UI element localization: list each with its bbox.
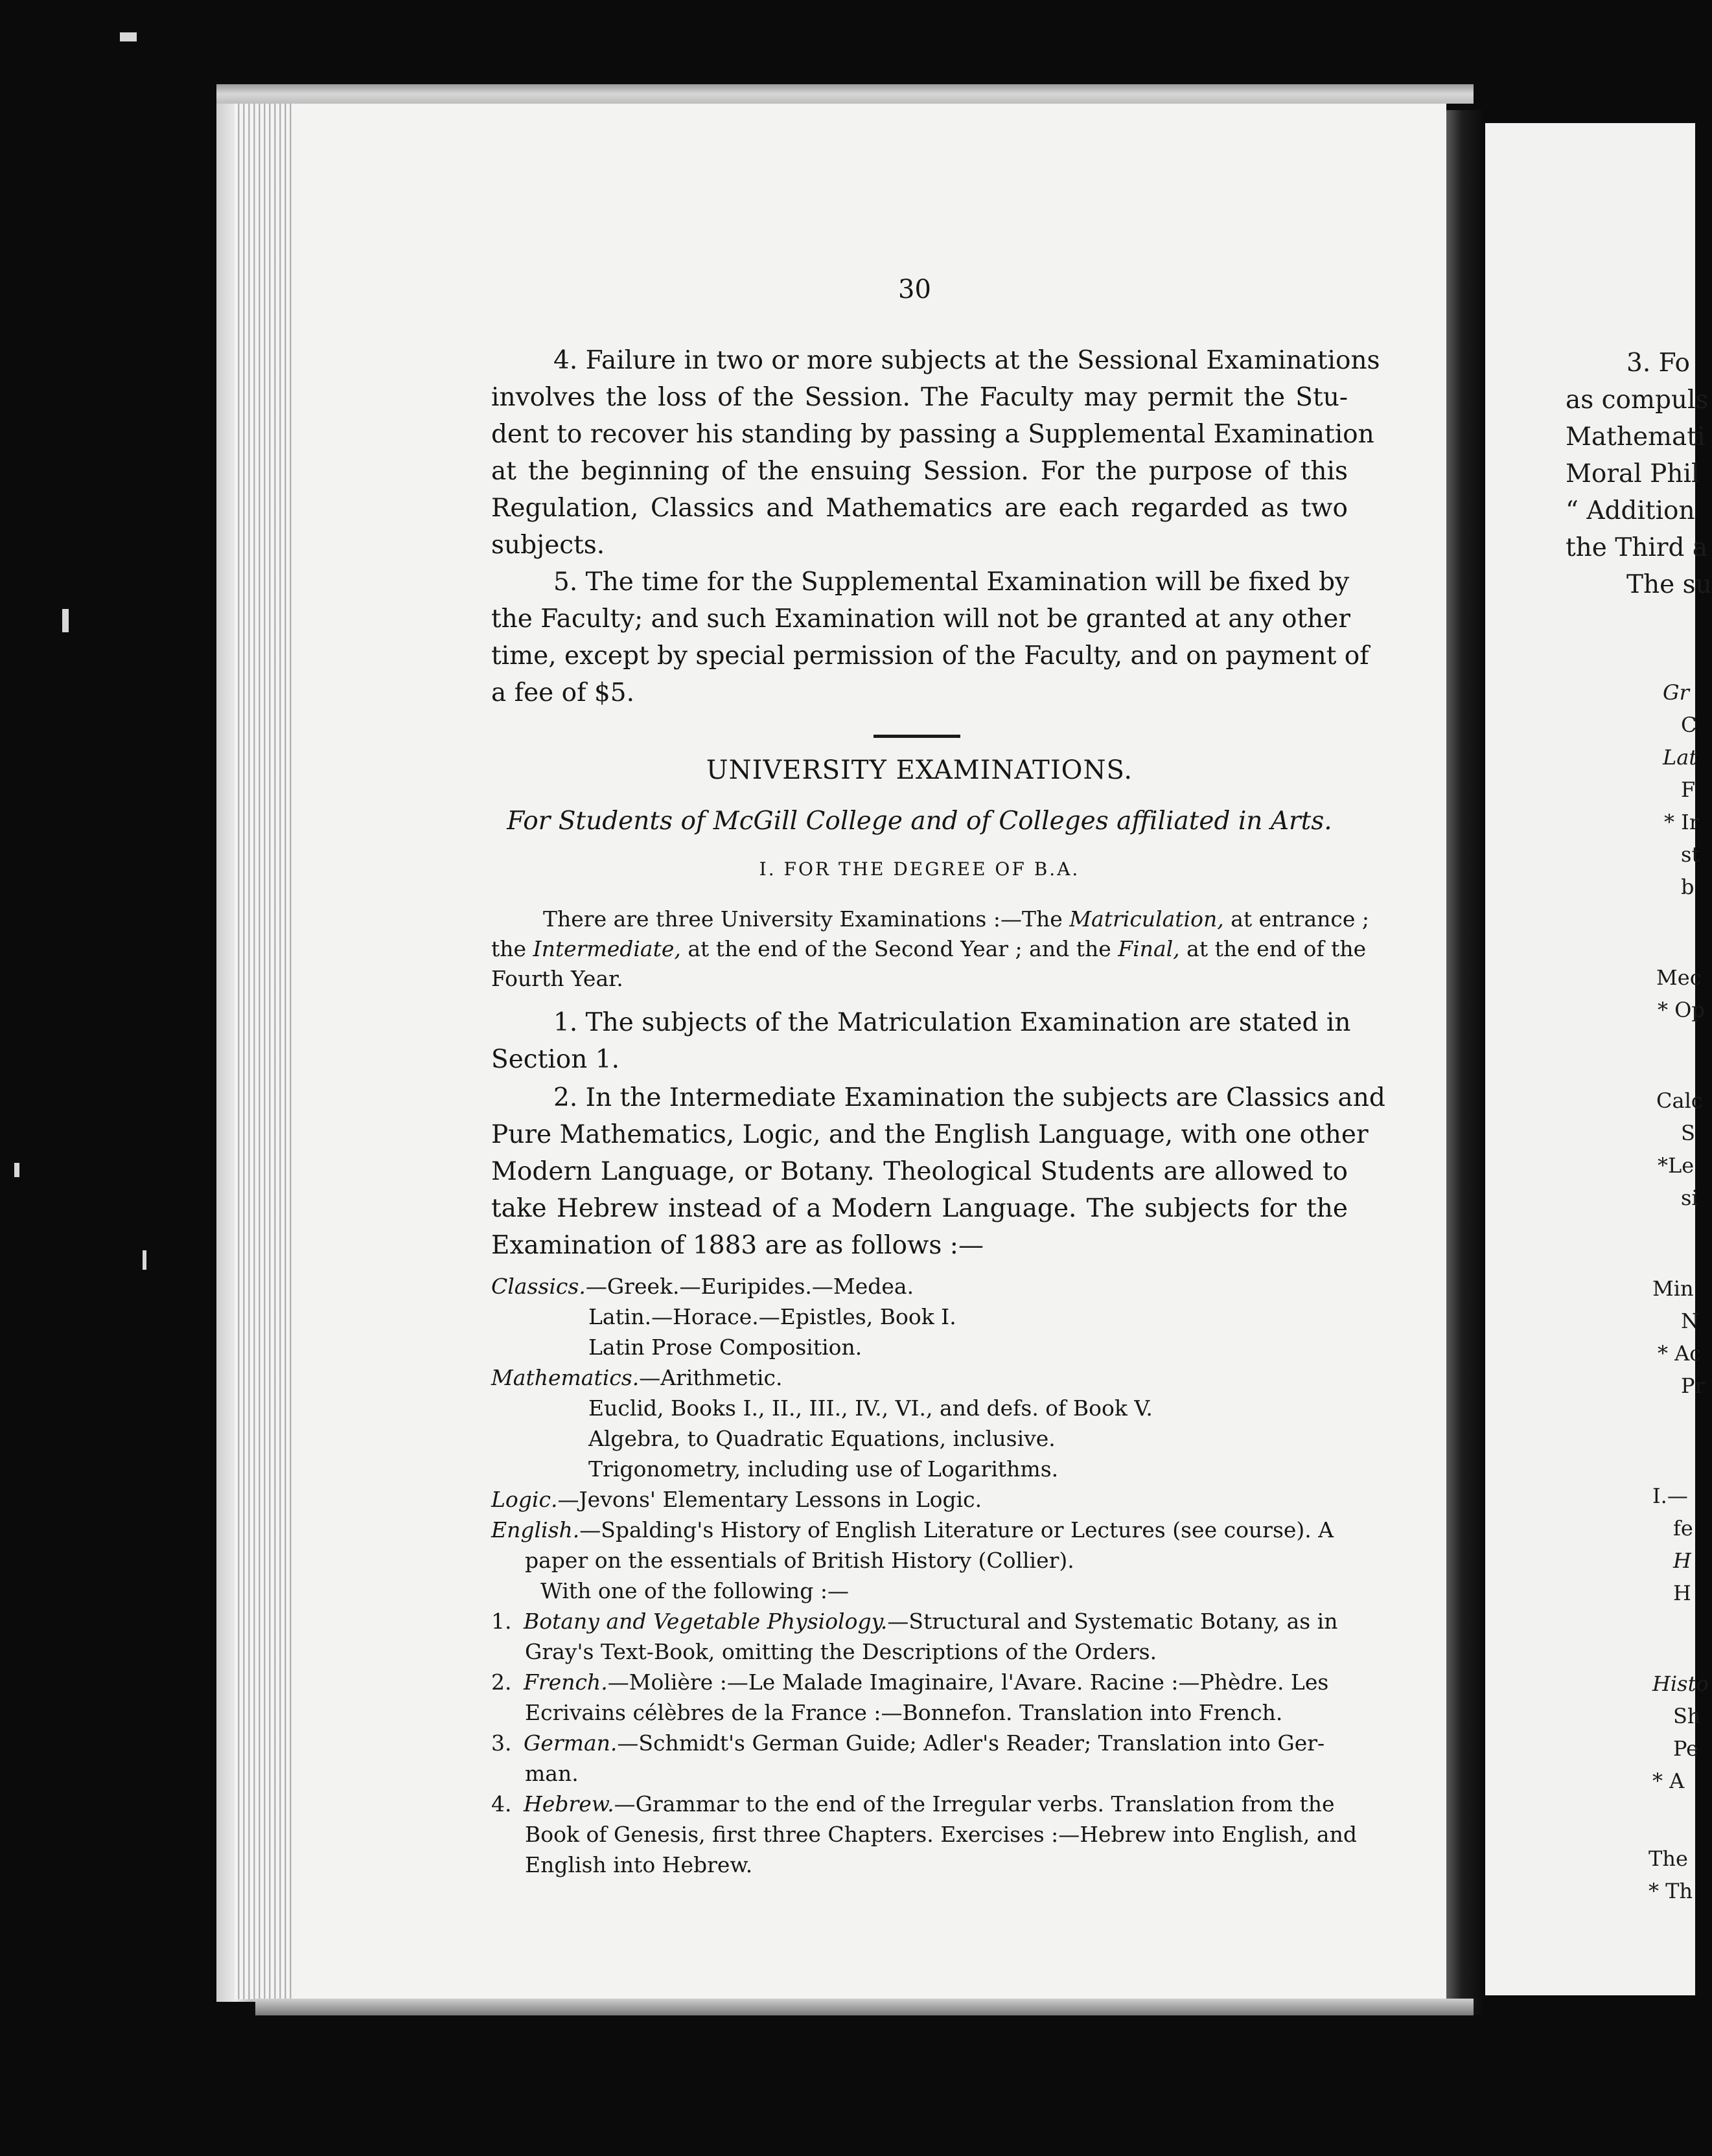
- item-2: 2. In the Intermediate Examination the subjects are Classics and Pure Mathematics, Logic, and the English Language, with one other Modern Language, or Botany. Theological Students are allowed to take Hebrew instead of a Modern Language. The subjects for the Examination of 1883 are as follows :—: [491, 1083, 1385, 1260]
- classics-row: Classics.—Greek.—Euripides.—Medea.: [491, 1274, 914, 1299]
- intro-paragraph: There are three University Examinations :—The Matriculation, at entrance ; the Intermediate, at the end of the Second Year ; and the Final, at the end of the Fourth Year.: [491, 906, 1369, 991]
- page-number: 30: [898, 275, 931, 304]
- section-divider: [873, 735, 960, 738]
- logic-row: Logic.—Jevons' Elementary Lessons in Logic.: [491, 1487, 982, 1512]
- option-german: 3. German.—Schmidt's German Guide; Adler's Reader; Translation into Ger-: [491, 1730, 1325, 1756]
- rule-paragraph-5: 5. The time for the Supplemental Examination will be fixed by the Faculty; and such Examination will not be granted at any other time, except by special permission of the Faculty, and on payment of a fee of $5.: [491, 568, 1369, 707]
- section-subheading: For Students of McGill College and of Colleges affiliated in Arts.: [507, 807, 1332, 836]
- page-edges: [235, 101, 297, 1999]
- item-1: 1. The subjects of the Matriculation Examination are stated in Section 1.: [491, 1008, 1351, 1074]
- book-bottom-edge: [255, 1999, 1474, 2015]
- section-heading: UNIVERSITY EXAMINATIONS.: [706, 755, 1133, 785]
- degree-heading: I. FOR THE DEGREE OF B.A.: [759, 858, 1080, 880]
- english-row: English.—Spalding's History of English Literature or Lectures (see course). A: [491, 1517, 1334, 1542]
- subjects-list: Classics.—Greek.—Euripides.—Medea. Latin.—Horace.—Epistles, Book I. Latin Prose Composition. Mathematics.—Arithmetic. Euclid, Books I., II., III., IV., VI., and defs. of Book V. Algebra, to Quadratic Equations, inclusive. Trigonometry, including use of Logarithms. Logic.—Jevons' Elementary Lessons in Logic. English.—Spalding's History of English Literature or Lectures (see course). A paper on the essentials of British History (Collier). With one of the following :— 1. Botany and Vegetable Physiology.—Structural and Systematic Botany, as in Gray's Text-Book, omitting the Descriptions of the Orders. 2. French.—Molière :—Le Malade Imaginaire, l'Avare. Racine :—Phèdre. Les Ecrivains célèbres de la France :—Bonnefon. Translation into French. 3. German.—Schmidt's German Guide; Adler's Reader; Translation into Ger- man. 4. Hebrew.—Grammar to the end of the Irregular verbs. Translation from the Book of Genesis, first three Chapters. Exercises :—Hebrew into English, and English into Hebrew.: [491, 1271, 1348, 1880]
- mathematics-row: Mathematics.—Arithmetic.: [491, 1365, 783, 1390]
- book-gutter: [1446, 110, 1485, 2015]
- facing-page: 3. Fo as compuls Mathemati Moral Phil “ Addition the Third a The su Gr C Lat F * Ir st b Mec * Op Calc S *Le si Min N * Ac Pr I.— fe H H Histo Sh Pe * A The * Th: [1485, 123, 1695, 1995]
- option-hebrew: 4. Hebrew.—Grammar to the end of the Irregular verbs. Translation from the: [491, 1791, 1335, 1817]
- book-top-edge: [216, 84, 1474, 104]
- option-botany: 1. Botany and Vegetable Physiology.—Structural and Systematic Botany, as in: [491, 1609, 1338, 1634]
- option-french: 2. French.—Molière :—Le Malade Imaginaire, l'Avare. Racine :—Phèdre. Les: [491, 1669, 1329, 1695]
- rule-paragraph-4: 4. Failure in two or more subjects at the Sessional Examinations involves the loss of the Session. The Faculty may permit the Stu- dent to recover his standing by passing a Supplemental Examination at the beginning of the ensuing Session. For the purpose of this Regulation, Classics and Mathematics are each regarded as two subjects.: [491, 346, 1380, 560]
